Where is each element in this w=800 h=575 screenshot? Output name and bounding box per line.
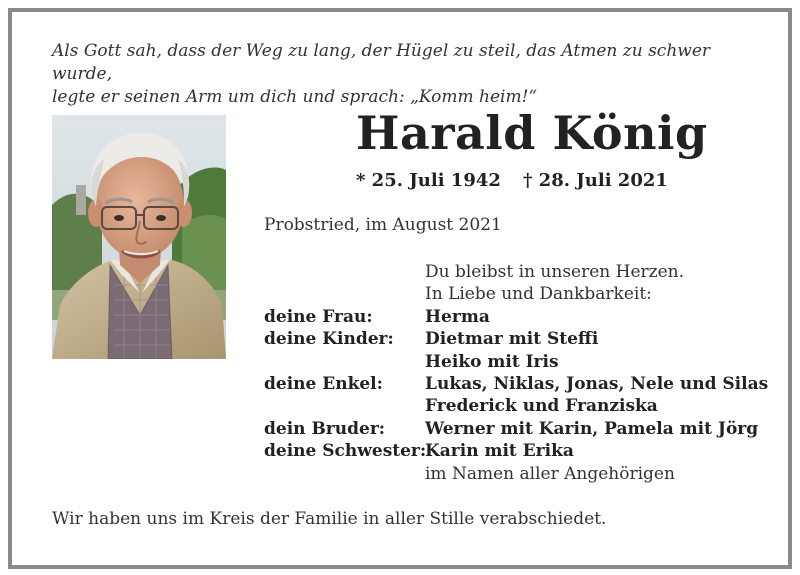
sister-names: Karin mit Erika (425, 441, 574, 462)
family-intro-2: In Liebe und Dankbarkeit: (425, 284, 652, 305)
deceased-name: Harald König (356, 106, 708, 160)
quote-line-2: legte er seinen Arm um dich und sprach: „Komm heim!“ (52, 87, 538, 107)
sister-label: deine Schwester: (264, 441, 427, 462)
children-line-2: Heiko mit Iris (425, 351, 559, 372)
grandchildren-label: deine Enkel: (264, 374, 383, 395)
family-row-grandchildren (264, 395, 768, 417)
grandchildren-line-2: Frederick und Franziska (425, 396, 658, 417)
family-row-closing (264, 463, 768, 485)
brother-names: Werner mit Karin, Pamela mit Jörg (425, 418, 759, 439)
portrait-photo (52, 115, 226, 359)
family-intro-1: Du bleibst in unseren Herzen. (425, 262, 685, 282)
wife-label: deine Frau: (264, 306, 373, 327)
family-list (264, 261, 768, 485)
wife-name: Herma (425, 306, 490, 327)
family-row-brother (264, 418, 768, 440)
family-row-sister (264, 440, 768, 462)
children-label: deine Kinder: (264, 329, 394, 350)
family-intro-row (264, 283, 768, 305)
grandchildren-line-1: Lukas, Niklas, Jonas, Nele und Silas (425, 374, 769, 395)
family-row-grandchildren (264, 373, 768, 395)
death-date: † 28. Juli 2021 (523, 170, 668, 191)
memorial-quote (52, 40, 772, 109)
family-row-children (264, 351, 768, 373)
birth-date: * 25. Juli 1942 (356, 170, 501, 191)
quote-line-1: Als Gott sah, dass der Weg zu lang, der Hügel zu steil, das Atmen zu schwer wurde, (52, 41, 711, 84)
portrait-photo-graphic (52, 115, 226, 359)
place-and-date: Probstried, im August 2021 (264, 215, 502, 235)
family-row-children (264, 328, 768, 350)
family-row-wife (264, 306, 768, 328)
family-intro-row (264, 261, 768, 283)
closing-statement: Wir haben uns im Kreis der Familie in aller Stille verabschiedet. (52, 509, 607, 529)
children-line-1: Dietmar mit Steffi (425, 329, 599, 350)
brother-label: dein Bruder: (264, 418, 386, 439)
all-relatives: im Namen aller Angehörigen (425, 463, 675, 484)
